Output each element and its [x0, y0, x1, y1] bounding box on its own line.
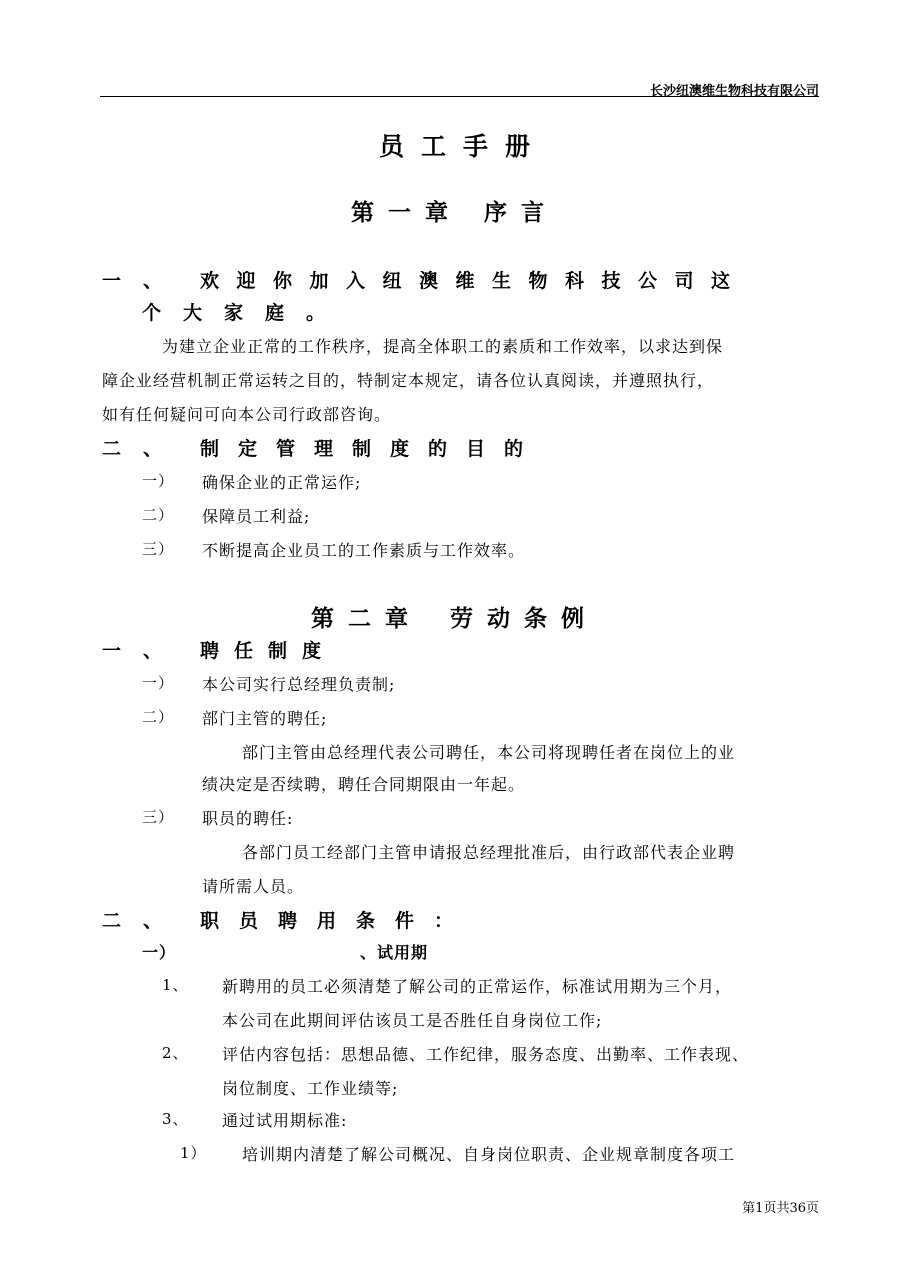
section-1-title-line2: 个大家庭。 — [142, 302, 348, 324]
section-2-title: 制定管理制度的目的 — [200, 438, 543, 460]
chapter-1-text: 第一章 序言 — [350, 199, 558, 226]
trial-1-line1: 新聘用的员工必须清楚了解公司的正常运作，标准试用期为三个月， — [222, 977, 733, 996]
section-4-number: 二、 — [102, 910, 185, 932]
section-1-title-line1: 欢迎你加入纽澳维生物科技公司这 — [200, 270, 748, 292]
hire-3-body-line1: 各部门员工经部门主管申请报总经理批准后，由行政部代表企业聘 — [242, 843, 736, 862]
hire-1-text: 本公司实行总经理负责制; — [202, 675, 396, 694]
hire-3-body-line2: 请所需人员。 — [202, 877, 305, 896]
trial-title: 、试用期 — [360, 943, 429, 962]
intro-paragraph-line1: 为建立企业正常的工作秩序，提高全体职工的素质和工作效率，以求达到保 — [162, 337, 724, 356]
header-company-name: 长沙纽澳维生物科技有限公司 — [649, 84, 819, 99]
section-3-number: 一、 — [102, 640, 185, 662]
hire-2-number: 二） — [142, 708, 175, 726]
intro-paragraph-line2: 障企业经营机制正常运转之目的，特制定本规定，请各位认真阅读，并遵照执行， — [102, 371, 715, 390]
trial-1-line2: 本公司在此期间评估该员工是否胜任自身岗位工作; — [222, 1011, 603, 1030]
hire-1-number: 一） — [142, 674, 175, 692]
chapter-1-heading — [0, 194, 909, 227]
purpose-3-text: 不断提高企业员工的工作素质与工作效率。 — [202, 541, 526, 560]
section-1-number: 一、 — [102, 270, 185, 292]
trial-3-number: 3、 — [162, 1110, 189, 1128]
hire-2-text: 部门主管的聘任; — [202, 709, 328, 728]
purpose-1-number: 一） — [142, 472, 175, 490]
hire-2-body-line2: 绩决定是否续聘，聘任合同期限由一年起。 — [202, 775, 526, 794]
purpose-2-number: 二） — [142, 506, 175, 524]
document-title: 员工手册 — [378, 132, 547, 161]
chapter-2-title: 劳动条例 — [450, 605, 598, 632]
trial-2-line1: 评估内容包括：思想品德、工作纪律，服务态度、出勤率、工作表现、 — [222, 1045, 750, 1064]
trial-3-line1: 通过试用期标准: — [222, 1111, 348, 1130]
section-4-title: 职员聘用条件： — [200, 910, 474, 932]
trial-1-number: 1、 — [162, 976, 189, 994]
page-number-footer: 第1页共36页 — [742, 1201, 819, 1216]
section-2-number: 二、 — [102, 438, 185, 460]
purpose-1-text: 确保企业的正常运作; — [202, 473, 362, 492]
standard-1-number: 1） — [180, 1144, 207, 1162]
chapter-2-heading — [0, 600, 909, 633]
section-3-title: 聘任制度 — [200, 640, 337, 662]
standard-1-line1: 培训期内清楚了解公司概况、自身岗位职责、企业规章制度各项工 — [242, 1145, 736, 1164]
chapter-2-number: 第二章 — [311, 605, 422, 632]
trial-2-number: 2、 — [162, 1044, 189, 1062]
purpose-2-text: 保障员工利益; — [202, 507, 311, 526]
purpose-3-number: 三） — [142, 540, 175, 558]
intro-paragraph-line3: 如有任何疑问可向本公司行政部咨询。 — [102, 405, 392, 424]
trial-number: 一） — [142, 943, 177, 962]
header-rule — [100, 96, 819, 97]
hire-3-text: 职员的聘任: — [202, 809, 294, 828]
hire-2-body-line1: 部门主管由总经理代表公司聘任，本公司将现聘任者在岗位上的业 — [242, 743, 736, 762]
trial-2-line2: 岗位制度、工作业绩等; — [222, 1079, 399, 1098]
hire-3-number: 三） — [142, 808, 175, 826]
